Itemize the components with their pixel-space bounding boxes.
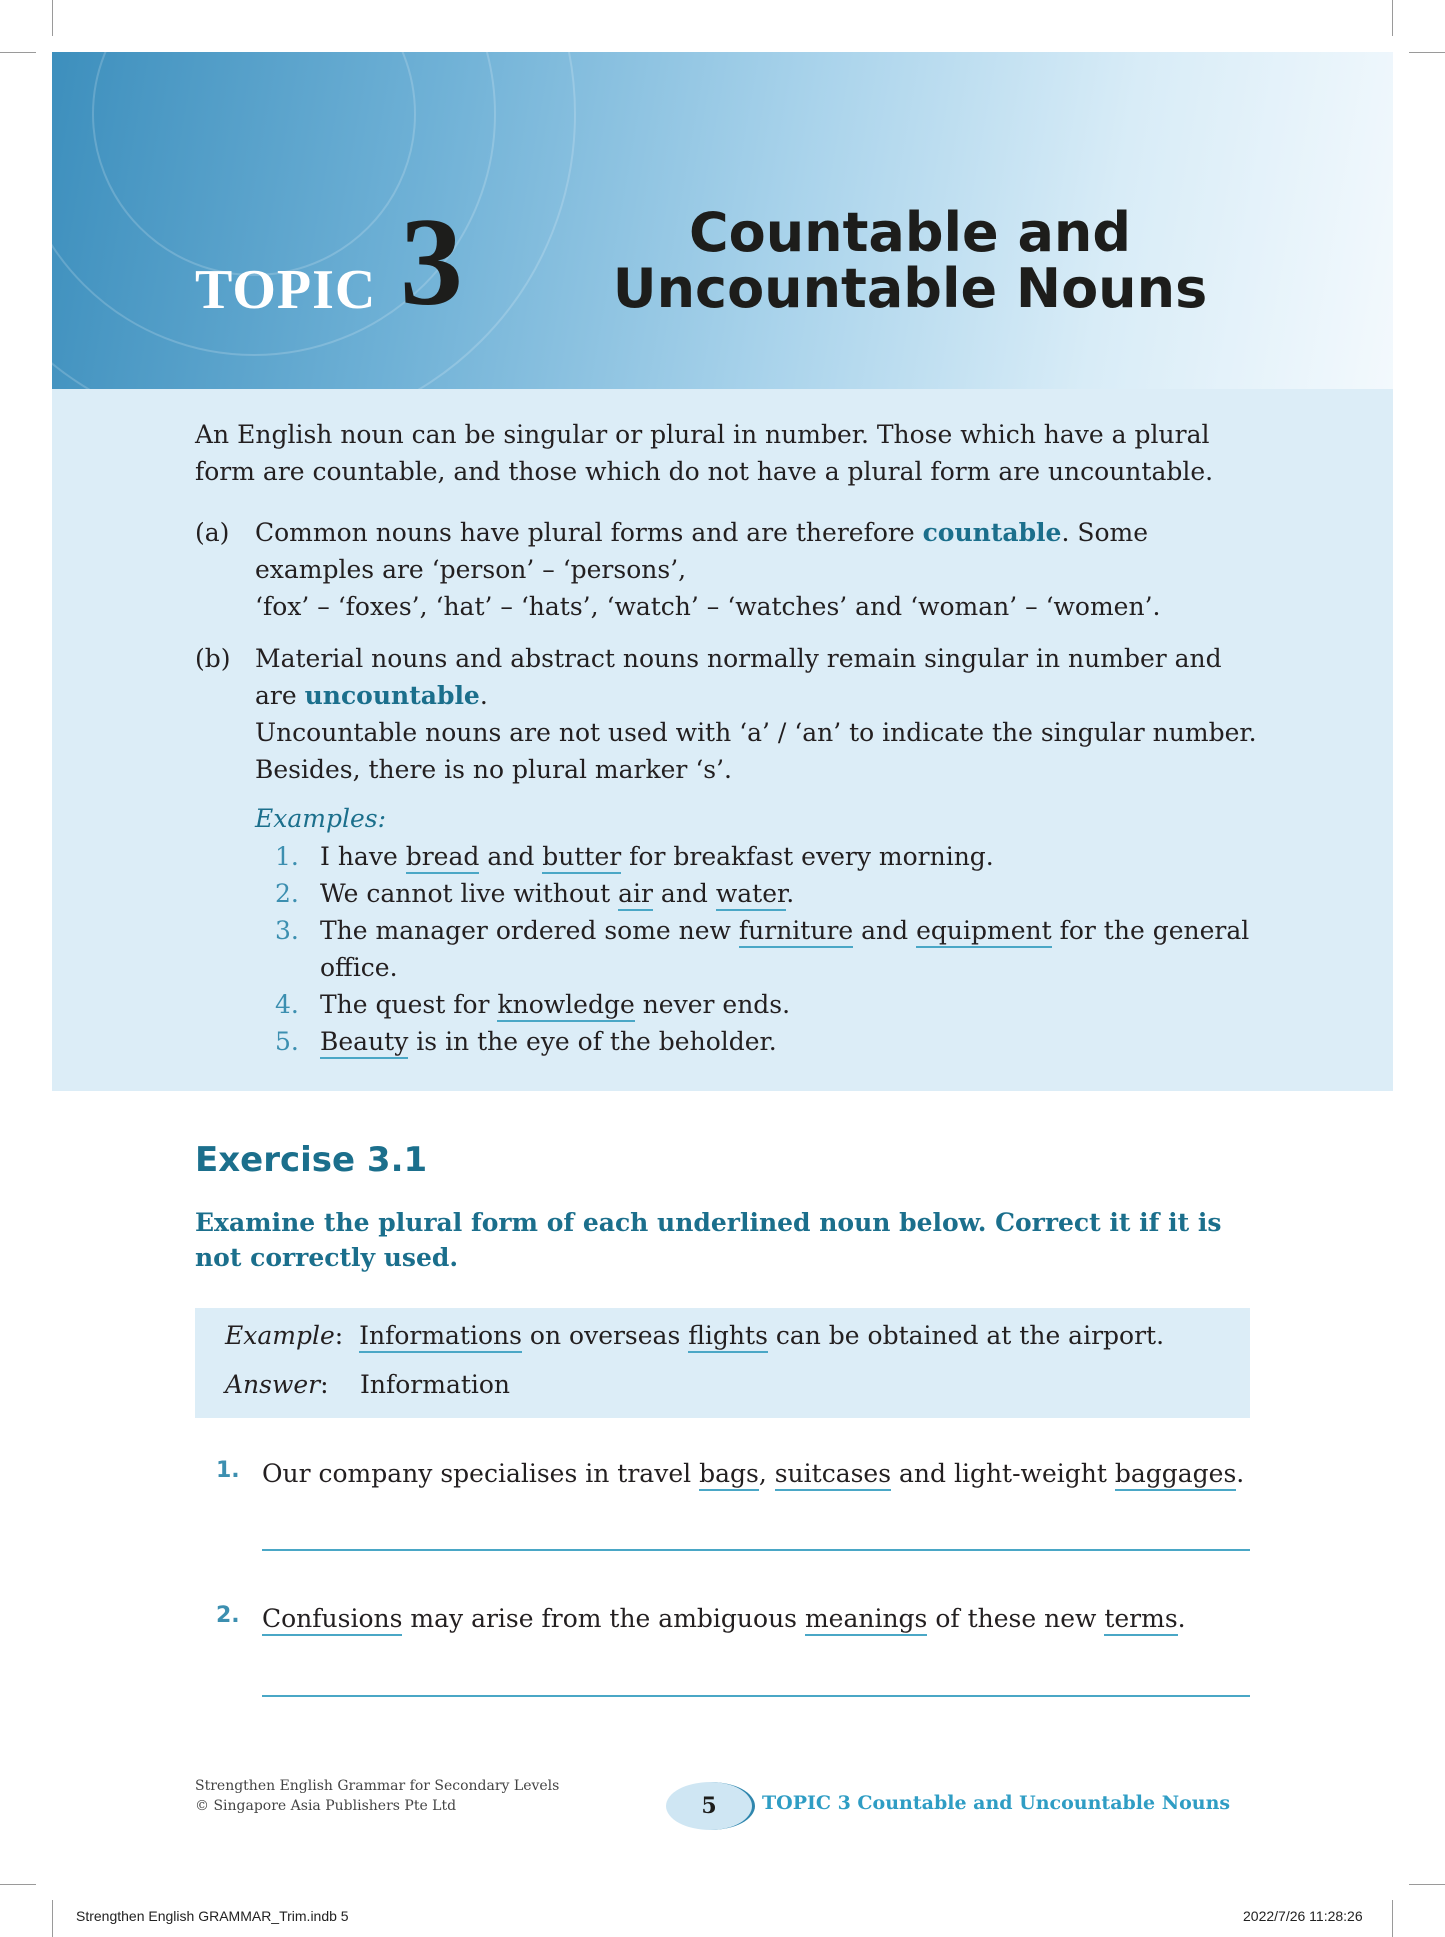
- underlined-noun: meanings: [805, 1604, 927, 1636]
- point-b-label: (b): [195, 644, 231, 673]
- underlined-noun: Confusions: [262, 1604, 402, 1636]
- example-number: 4.: [275, 990, 299, 1019]
- underlined-noun: bags: [699, 1459, 759, 1491]
- worked-answer-row: [225, 1366, 511, 1403]
- crop-mark: [1392, 1900, 1393, 1937]
- point-a-line2: ‘fox’ – ‘foxes’, ‘hat’ – ‘hats’, ‘watch’ – ‘watches’ and ‘woman’ – ‘women’.: [255, 592, 1161, 621]
- underlined-noun: bread: [406, 842, 480, 874]
- underlined-noun: knowledge: [497, 990, 634, 1022]
- copyright: © Singapore Asia Publishers Pte Ltd: [195, 1798, 457, 1814]
- underlined-noun: terms: [1104, 1604, 1177, 1636]
- example-text: for the general: [1051, 916, 1250, 945]
- crop-mark: [52, 1900, 53, 1937]
- answer-write-line[interactable]: [262, 1695, 1250, 1697]
- page-number: 5: [666, 1782, 755, 1830]
- exercise-heading: Exercise 3.1: [195, 1140, 428, 1180]
- keyword-uncountable: uncountable: [304, 681, 480, 710]
- question-fragment: may arise from the ambiguous: [402, 1604, 805, 1633]
- page-title: [560, 201, 1260, 320]
- question-fragment: .: [1177, 1604, 1186, 1633]
- underlined-noun: suitcases: [775, 1459, 891, 1491]
- crop-mark: [0, 1884, 36, 1885]
- intro-paragraph: An English noun can be singular or plural in number. Those which have a plural form are countable, and those which do not have a plural form are uncountable.: [195, 420, 1214, 486]
- question-text: [262, 1600, 1186, 1637]
- crop-mark: [1409, 1884, 1445, 1885]
- point-a-pre: Common nouns have plural forms and are therefore: [255, 518, 923, 547]
- example-text: for breakfast every morning.: [621, 842, 994, 871]
- underlined-noun: equipment: [916, 916, 1052, 948]
- example-text: never ends.: [634, 990, 791, 1019]
- footer-credit: [195, 1776, 559, 1816]
- keyword-countable: countable: [922, 518, 1062, 547]
- underlined-noun: baggages: [1115, 1459, 1236, 1491]
- example-number: 5.: [275, 1027, 299, 1056]
- title-line-1: Countable and: [689, 201, 1131, 264]
- question-fragment: of these new: [927, 1604, 1105, 1633]
- question-number: 2.: [216, 1603, 240, 1628]
- example-label: Example: [225, 1321, 335, 1350]
- question-text: [262, 1455, 1244, 1492]
- point-b-text: [255, 640, 1265, 788]
- underlined-noun: air: [618, 879, 653, 911]
- crop-mark: [52, 0, 53, 36]
- point-a-text: [255, 514, 1265, 625]
- question-fragment: ,: [758, 1459, 775, 1488]
- example-text: I have: [320, 842, 406, 871]
- underlined-noun: furniture: [739, 916, 853, 948]
- example-text: The quest for: [320, 990, 498, 1019]
- answer-write-line[interactable]: [262, 1549, 1250, 1551]
- example-text: on overseas: [521, 1321, 689, 1350]
- example-text: is in the eye of the beholder.: [408, 1027, 777, 1056]
- point-b-line3: Besides, there is no plural marker ‘s’.: [255, 755, 732, 784]
- label-colon: :: [320, 1370, 329, 1399]
- underlined-noun: Informations: [359, 1321, 522, 1353]
- crop-mark: [0, 52, 36, 53]
- point-b-post: .: [479, 681, 488, 710]
- answer-value: Information: [360, 1370, 511, 1399]
- exercise-instruction: Examine the plural form of each underlined noun below. Correct it if it is not correctly used.: [195, 1208, 1222, 1272]
- label-colon: :: [334, 1321, 360, 1350]
- topic-number: 3: [400, 193, 463, 332]
- example-text: The manager ordered some new: [320, 916, 739, 945]
- example-text: and: [652, 879, 716, 908]
- print-slug-timestamp: 2022/7/26 11:28:26: [1243, 1908, 1363, 1924]
- crop-mark: [1409, 52, 1445, 53]
- worked-example-row: [225, 1317, 1164, 1354]
- title-line-2: Uncountable Nouns: [612, 257, 1208, 320]
- topic-label: TOPIC: [195, 259, 377, 321]
- point-a-post: . Some examples are ‘person’ – ‘persons’,: [255, 518, 1149, 584]
- example-text: and: [479, 842, 543, 871]
- question-number: 1.: [216, 1458, 240, 1483]
- example-continuation: office.: [320, 953, 398, 982]
- answer-label: Answer: [225, 1370, 321, 1399]
- point-a-label: (a): [195, 518, 230, 547]
- point-b-line2: Uncountable nouns are not used with ‘a’ / ‘an’ to indicate the singular number.: [255, 718, 1257, 747]
- book-title: Strengthen English Grammar for Secondary Levels: [195, 1778, 560, 1794]
- examples-label: Examples:: [255, 804, 387, 833]
- underlined-noun: butter: [542, 842, 621, 874]
- example-text: and: [853, 916, 917, 945]
- underlined-noun: flights: [688, 1321, 768, 1353]
- underlined-noun: Beauty: [320, 1027, 408, 1059]
- question-fragment: Our company specialises in travel: [262, 1459, 700, 1488]
- example-number: 3.: [275, 916, 299, 945]
- example-number: 2.: [275, 879, 299, 908]
- question-fragment: and light-weight: [891, 1459, 1115, 1488]
- question-fragment: .: [1236, 1459, 1245, 1488]
- print-slug-file: Strengthen English GRAMMAR_Trim.indb 5: [76, 1908, 349, 1924]
- example-text: We cannot live without: [320, 879, 619, 908]
- running-footer-topic: TOPIC 3 Countable and Uncountable Nouns: [762, 1792, 1231, 1814]
- example-text: can be obtained at the airport.: [767, 1321, 1165, 1350]
- crop-mark: [1392, 0, 1393, 36]
- underlined-noun: water: [716, 879, 786, 911]
- example-text: .: [786, 879, 795, 908]
- point-b-pre: Material nouns and abstract nouns normally remain singular in number and are: [255, 644, 1222, 710]
- example-number: 1.: [275, 842, 299, 871]
